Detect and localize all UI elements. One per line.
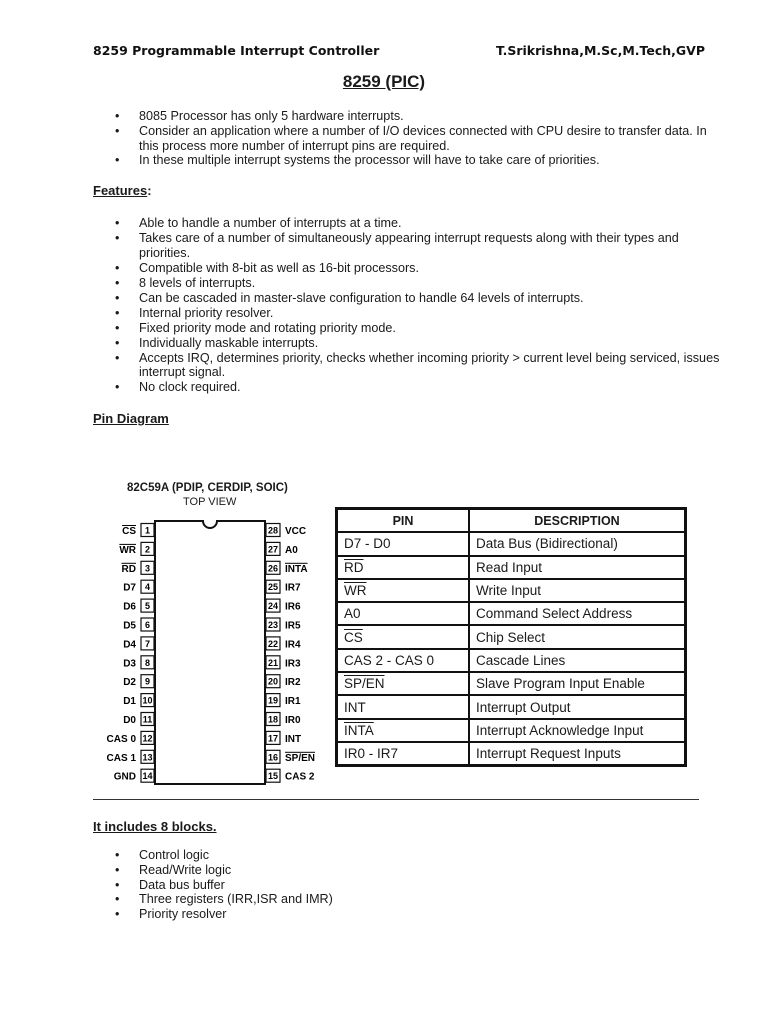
description-cell: Write Input (469, 579, 686, 602)
pin-label: RD (121, 563, 136, 575)
pin-number: 26 (267, 563, 279, 574)
list-item: • No clock required. (115, 380, 725, 395)
description-cell: Chip Select (469, 625, 686, 648)
pin-label: IR7 (285, 582, 301, 594)
table-row (337, 695, 686, 718)
description-cell: Slave Program Input Enable (469, 672, 686, 695)
header-title: 8259 Programmable Interrupt Controller (93, 43, 380, 58)
pin-name: INTA (344, 722, 374, 738)
pin-number: 13 (142, 752, 153, 763)
pin-name: INT (344, 699, 366, 715)
pin-cell (337, 649, 470, 672)
table-row (337, 579, 686, 602)
pin-number: 22 (267, 638, 279, 649)
table-row (337, 672, 686, 695)
pin-label: D2 (123, 677, 136, 689)
chip-subtitle: TOP VIEW (183, 496, 237, 508)
table-row (337, 532, 686, 555)
pin-number: 27 (267, 544, 279, 555)
pin-number: 10 (142, 695, 153, 706)
pin-name: SP/EN (344, 676, 385, 692)
pin-number: 17 (267, 733, 279, 744)
pin-cell (337, 742, 470, 766)
pin-number: 28 (267, 525, 279, 536)
pin-label: D6 (123, 601, 136, 613)
list-item: • Accepts IRQ, determines priority, checks whether incoming priority > current level being serviced, issues interrupt signal. (115, 351, 725, 381)
page-title: 8259 (PIC) (342, 72, 426, 91)
pin-label: GND (113, 771, 136, 783)
pin-number: 21 (267, 657, 279, 668)
pin-number: 14 (142, 771, 153, 782)
table-row (337, 602, 686, 625)
column-header-description: DESCRIPTION (469, 509, 686, 533)
list-item: • Takes care of a number of simultaneously appearing interrupt requests along with their types and priorities. (115, 231, 725, 261)
pin-number: 3 (144, 563, 151, 574)
pin-name: $\overline{CS}$ (344, 629, 363, 645)
pin-number: 6 (144, 620, 151, 630)
list-item: • Control logic (115, 848, 515, 863)
list-item: • In these multiple interrupt systems the processor will have to take care of priorities. (115, 153, 715, 168)
list-item: • Internal priority resolver. (115, 306, 725, 321)
chip-body (155, 521, 265, 784)
list-item: • Fixed priority mode and rotating priority mode. (115, 321, 725, 336)
list-item: • 8 levels of interrupts. (115, 276, 725, 291)
pin-label: WR (119, 544, 136, 556)
features-heading-colon: : (147, 183, 152, 198)
pin-label: IR4 (285, 639, 301, 651)
blocks-list (115, 848, 515, 922)
pin-cell (337, 532, 470, 555)
pin-label: D3 (123, 658, 136, 670)
table-row (337, 556, 686, 579)
description-cell: Cascade Lines (469, 649, 686, 672)
pin-number: 23 (267, 620, 279, 630)
pin-cell (337, 625, 470, 648)
pin-name: CAS 2 - CAS 0 (344, 652, 435, 668)
pin-number: 18 (267, 714, 279, 725)
pin-cell (337, 579, 470, 602)
pin-label: CAS 2 (285, 771, 315, 783)
header-author: T.Srikrishna,M.Sc,M.Tech,GVP (495, 43, 705, 58)
list-item: • Compatible with 8-bit as well as 16-bit processors. (115, 261, 725, 276)
features-list (115, 216, 725, 395)
table-row (337, 625, 686, 648)
list-item: • Priority resolver (115, 907, 515, 922)
pin-label: D0 (123, 715, 136, 726)
pin-cell (337, 695, 470, 718)
list-item: • Read/Write logic (115, 863, 515, 878)
list-item: • Able to handle a number of interrupts at a time. (115, 216, 725, 231)
pin-cell (337, 719, 470, 742)
pin-number: 19 (267, 695, 279, 706)
list-item: • Can be cascaded in master-slave configuration to handle 64 levels of interrupts. (115, 291, 725, 306)
description-cell: Command Select Address (469, 602, 686, 625)
blocks-heading: It includes 8 blocks. (93, 819, 217, 834)
features-heading-text: Features (93, 183, 148, 198)
pin-label: IR5 (285, 620, 301, 632)
list-item: • Individually maskable interrupts. (115, 336, 725, 351)
chip-pinout-diagram (100, 518, 325, 786)
pin-number: 7 (144, 638, 151, 649)
pin-label: SP/EN (285, 752, 316, 764)
pin-name: $\overline{WR}$ (344, 583, 367, 599)
divider (93, 799, 699, 800)
pin-label: IR2 (285, 677, 301, 689)
pin-name: $\overline{RD}$ (344, 559, 364, 575)
pin-number: 20 (267, 676, 279, 687)
pin-number: 25 (267, 582, 279, 593)
pin-name: D7 - D0 (344, 536, 391, 552)
table-header-row (337, 509, 686, 533)
table-row (337, 719, 686, 742)
pin-cell (337, 602, 470, 625)
column-header-pin: PIN (337, 509, 470, 533)
list-item: • Data bus buffer (115, 878, 515, 893)
pin-label: IR0 (285, 715, 301, 726)
pin-label: D4 (123, 639, 136, 651)
pin-label: IR3 (285, 658, 301, 670)
description-cell: Interrupt Request Inputs (469, 742, 686, 766)
description-cell: Data Bus (Bidirectional) (469, 532, 686, 555)
pin-number: 8 (144, 657, 151, 668)
pin-number: 24 (267, 601, 279, 612)
pin-label: D5 (123, 620, 136, 632)
pin-label: INTA (285, 563, 308, 575)
page-header (93, 43, 705, 58)
pin-number: 16 (267, 752, 279, 763)
pin-number: 9 (144, 676, 151, 687)
pin-number: 5 (144, 601, 151, 612)
pin-label: CS (122, 526, 136, 537)
pin-label: A0 (285, 544, 298, 556)
table-row (337, 649, 686, 672)
pin-number: 12 (142, 733, 153, 744)
pin-cell (337, 672, 470, 695)
pin-cell (337, 556, 470, 579)
list-item: • Three registers (IRR,ISR and IMR) (115, 892, 515, 907)
pin-label: IR1 (285, 696, 301, 708)
list-item: • Consider an application where a number of I/O devices connected with CPU desire to transfer data. In this process more number of interrupt pins are required. (115, 124, 715, 154)
chip-title: 82C59A (PDIP, CERDIP, SOIC) (127, 482, 288, 494)
pin-number: 4 (144, 582, 151, 593)
pin-number: 2 (144, 544, 151, 555)
pin-label: VCC (285, 526, 307, 537)
table-row (337, 742, 686, 766)
pin-label: D1 (123, 696, 136, 708)
pin-label: IR6 (285, 601, 301, 613)
description-cell: Interrupt Output (469, 695, 686, 718)
pin-label: CAS 0 (106, 733, 136, 745)
description-cell: Interrupt Acknowledge Input (469, 719, 686, 742)
list-item: • 8085 Processor has only 5 hardware interrupts. (115, 109, 715, 124)
pin-number: 11 (142, 714, 153, 725)
pin-name: A0 (344, 606, 361, 622)
intro-list (115, 109, 715, 168)
pin-diagram-heading: Pin Diagram (93, 411, 169, 426)
pin-number: 1 (144, 525, 151, 536)
features-heading (93, 183, 152, 198)
pin-label: CAS 1 (106, 752, 136, 764)
pin-label: INT (285, 733, 302, 745)
pin-label: D7 (123, 582, 136, 594)
pin-description-table (335, 507, 687, 767)
description-cell: Read Input (469, 556, 686, 579)
pin-number: 15 (267, 771, 279, 782)
pin-name: IR0 - IR7 (344, 746, 399, 762)
